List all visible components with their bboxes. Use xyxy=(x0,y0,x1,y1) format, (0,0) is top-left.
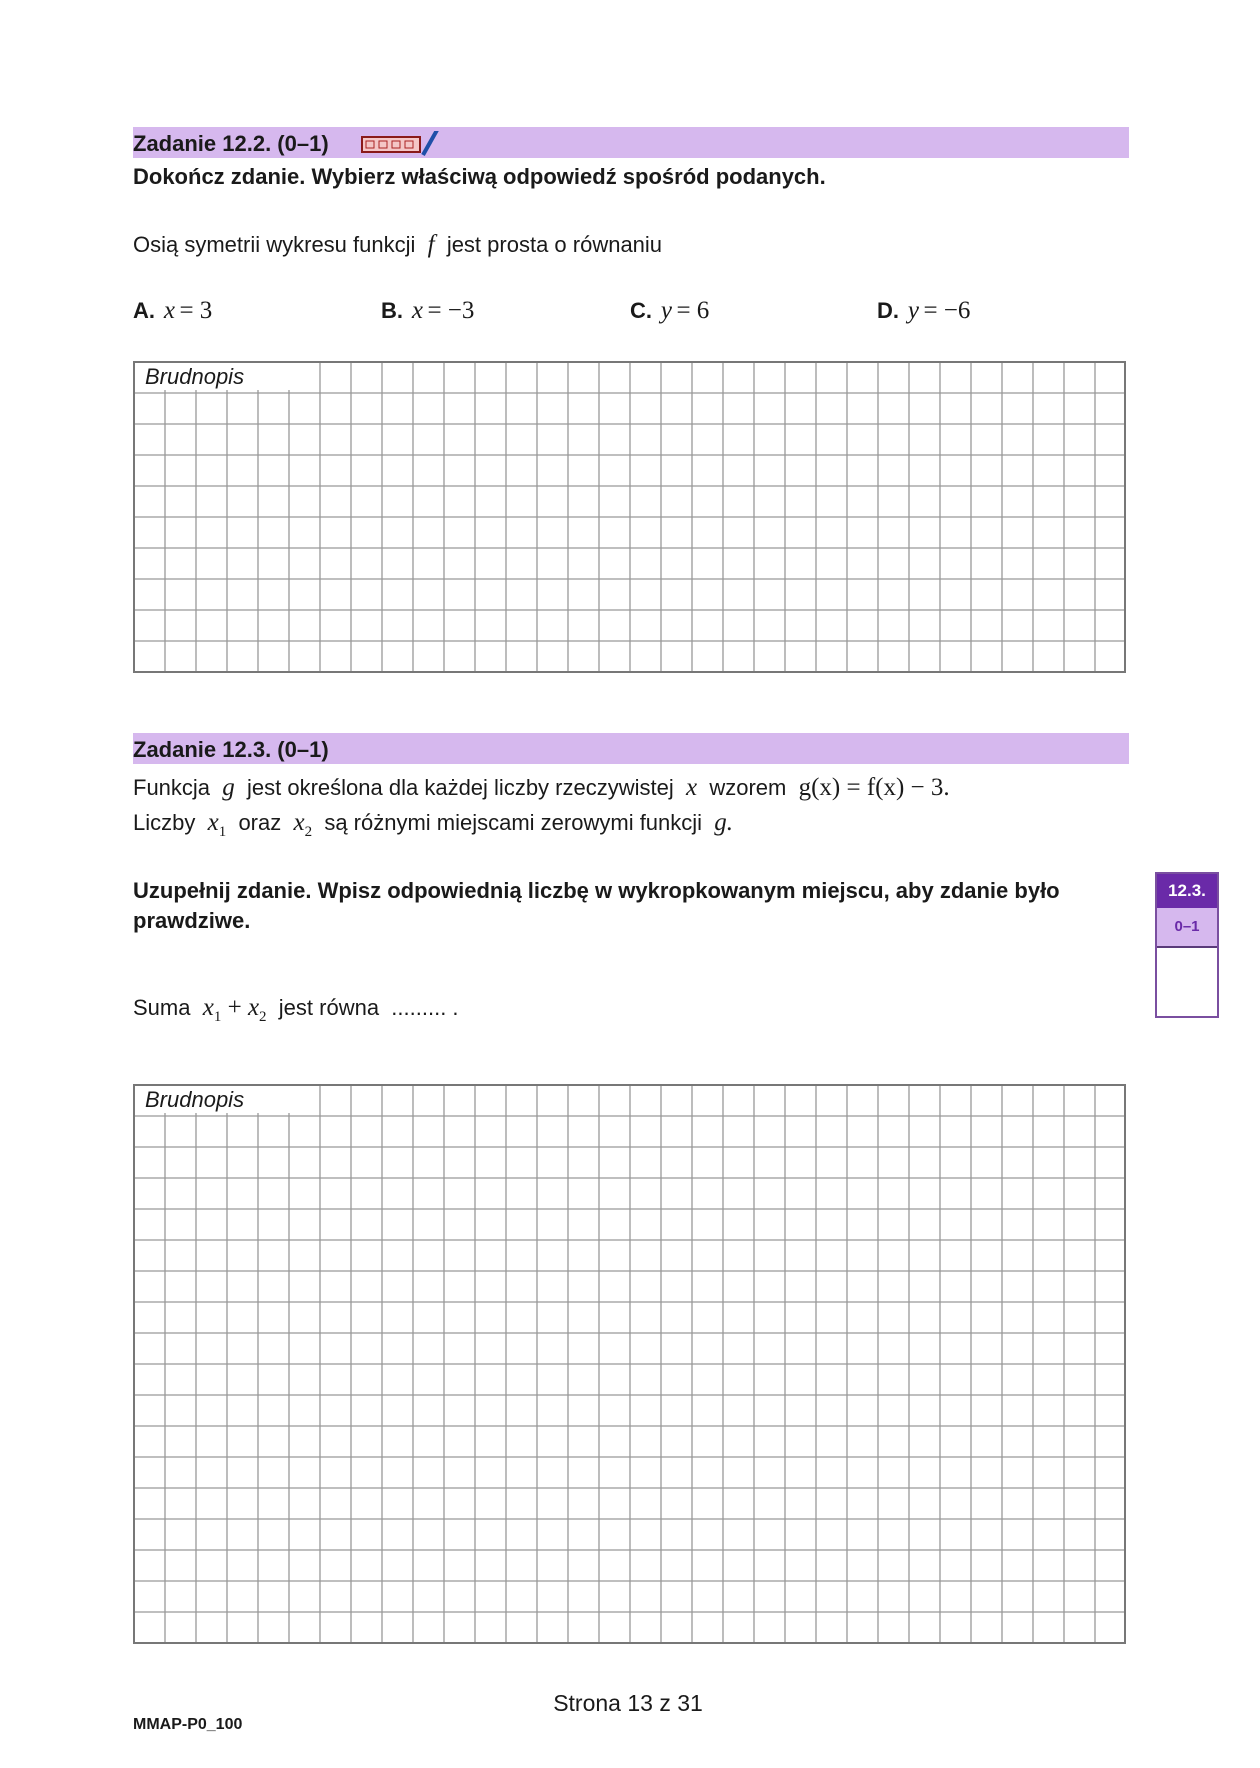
sum-expression: $x_1 + x_2$ xyxy=(202,994,267,1025)
question-pre: Osią symetrii wykresu funkcji xyxy=(133,232,416,257)
text: Suma xyxy=(133,995,191,1020)
option-letter: C. xyxy=(630,298,652,323)
question-text xyxy=(133,231,662,259)
answer-option-c[interactable] xyxy=(630,297,709,325)
answer-option-a[interactable] xyxy=(133,297,212,325)
task-12-2-header xyxy=(133,127,1129,158)
text: oraz xyxy=(238,810,282,835)
score-box xyxy=(1155,872,1219,1018)
answer-option-d[interactable] xyxy=(877,297,970,325)
task-instruction: Dokończ zdanie. Wybierz właściwą odpowiedź spośród podanych. xyxy=(133,164,826,189)
task-12-3-header xyxy=(133,733,1129,764)
text: jest równa xyxy=(278,995,380,1020)
option-letter: A. xyxy=(133,298,155,323)
option-var: y xyxy=(660,297,672,324)
digital-tools-icon xyxy=(361,131,451,167)
option-value: = −3 xyxy=(427,297,475,324)
var-x: x xyxy=(685,774,698,801)
text: jest określona dla każdej liczby rzeczywistej xyxy=(247,775,674,800)
task-2-line-2 xyxy=(133,809,733,841)
answer-blank[interactable]: ......... . xyxy=(391,995,459,1020)
var-g: g xyxy=(222,774,235,801)
score-box-task: 12.3. xyxy=(1157,874,1217,908)
task-instruction: Uzupełnij zdanie. Wpisz odpowiednią liczbę w wykropkowanym miejscu, aby zdanie było prawdziwe. xyxy=(133,878,1060,933)
score-box-points: 0–1 xyxy=(1157,908,1217,948)
text: Funkcja xyxy=(133,775,211,800)
var-g: g. xyxy=(714,809,734,836)
grid-lines xyxy=(133,1084,1126,1644)
formula: g(x) = f(x) − 3. xyxy=(798,774,950,801)
text: wzorem xyxy=(709,775,787,800)
page-number: Strona 13 z 31 xyxy=(553,1690,703,1716)
option-value: = 6 xyxy=(676,297,710,324)
scratch-grid-1 xyxy=(133,361,1126,671)
scratch-label: Brudnopis xyxy=(135,363,298,390)
var-x1: $x_1$ xyxy=(207,809,227,840)
option-value: = −6 xyxy=(923,297,971,324)
scratch-grid-2 xyxy=(133,1084,1126,1646)
var-x2: $x_2$ xyxy=(293,809,313,840)
text: Liczby xyxy=(133,810,196,835)
option-var: y xyxy=(907,297,919,324)
text: są różnymi miejscami zerowymi funkcji xyxy=(324,810,703,835)
option-var: x xyxy=(411,297,423,324)
option-letter: B. xyxy=(381,298,403,323)
task-header-text: Zadanie 12.3. (0–1) xyxy=(133,737,329,762)
score-box-field[interactable] xyxy=(1157,948,1217,1014)
sum-sentence xyxy=(133,994,459,1026)
option-value: = 3 xyxy=(179,297,213,324)
answer-option-b[interactable] xyxy=(381,297,474,325)
option-letter: D. xyxy=(877,298,899,323)
option-var: x xyxy=(163,297,175,324)
task-2-line-1 xyxy=(133,774,950,802)
question-post: jest prosta o równaniu xyxy=(446,232,663,257)
question-var: f xyxy=(427,231,435,258)
scratch-label: Brudnopis xyxy=(135,1086,298,1113)
exam-code: MMAP-P0_100 xyxy=(133,1716,243,1733)
grid-lines xyxy=(133,361,1126,673)
task-header-text: Zadanie 12.2. (0–1) xyxy=(133,131,329,156)
